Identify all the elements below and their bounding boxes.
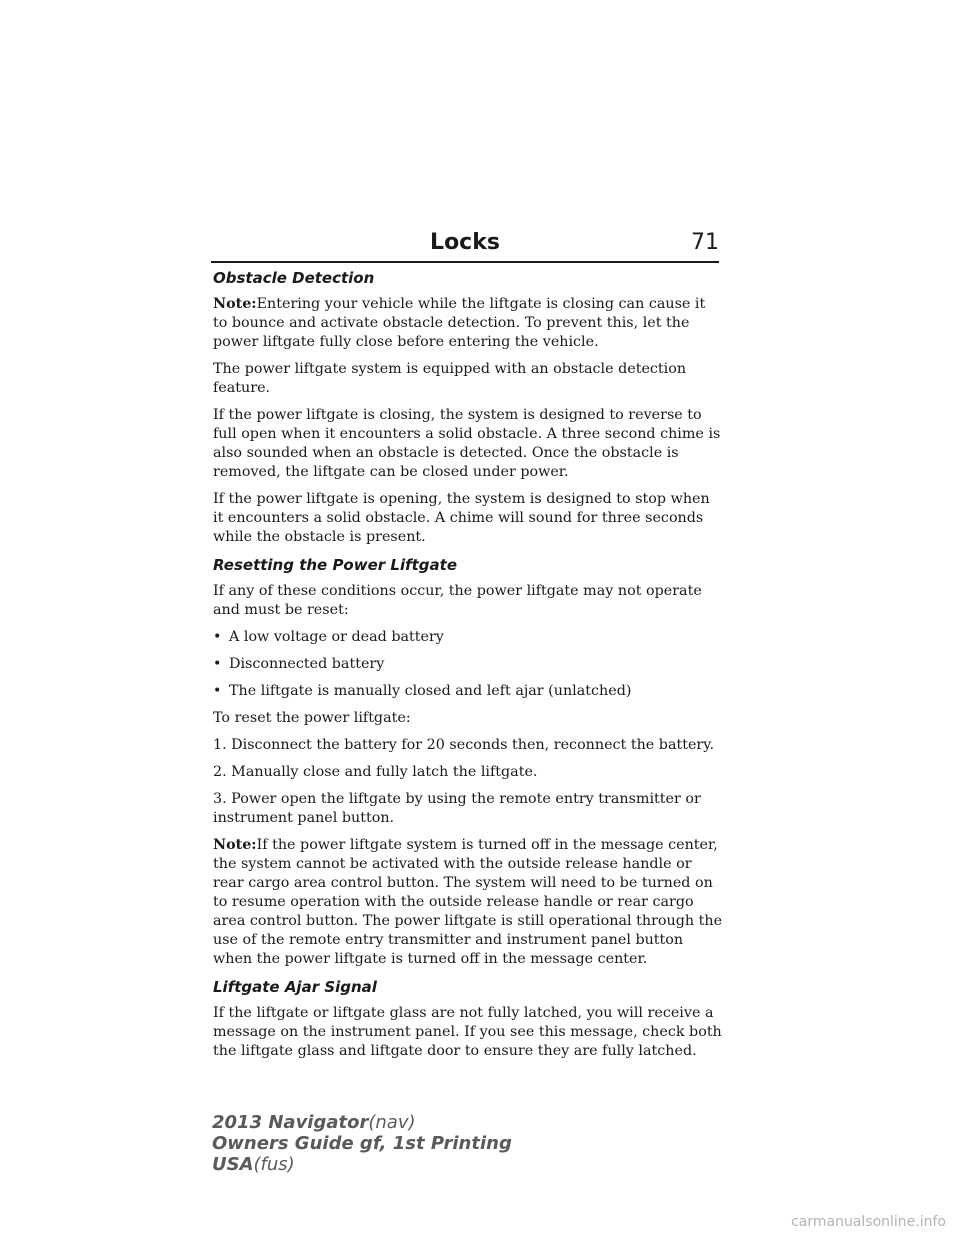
footer-line-1 — [212, 1112, 612, 1133]
resetting-intro: If any of these conditions occur, the power liftgate may not operate and must be reset: — [213, 583, 702, 618]
footer-market-code: (fus) — [253, 1154, 295, 1175]
bullet-item — [213, 655, 723, 674]
reset-step-2: 2. Manually close and fully latch the liftgate. — [213, 764, 538, 780]
obstacle-paragraph-2: If the power liftgate is closing, the system is designed to reverse to full open when it encounters a solid obstacle. A three second chime is also sounded when an obstacle is detected. Once the obstacle is removed, the liftgate can be closed under power. — [213, 407, 721, 480]
bullet-glyph: • — [213, 629, 222, 645]
bullet-text: The liftgate is manually closed and left ajar (unlatched) — [229, 683, 632, 699]
watermark: carmanualsonline.info — [791, 1214, 946, 1230]
heading-liftgate-ajar-signal: Liftgate Ajar Signal — [213, 978, 377, 996]
bullet-glyph: • — [213, 656, 222, 672]
ajar-paragraph: If the liftgate or liftgate glass are not fully latched, you will receive a message on the instrument panel. If you see this message, check both the liftgate glass and liftgate door to ensure they are fully latched. — [213, 1005, 722, 1059]
note-label: Note: — [213, 296, 257, 312]
bullet-text: A low voltage or dead battery — [229, 629, 444, 645]
heading-obstacle-detection: Obstacle Detection — [213, 269, 375, 287]
reset-intro: To reset the power liftgate: — [213, 710, 411, 726]
note-label: Note: — [213, 837, 257, 853]
footer-model: 2013 Navigator — [212, 1112, 369, 1133]
reset-step-1: 1. Disconnect the battery for 20 seconds then, reconnect the battery. — [213, 737, 714, 753]
heading-resetting-liftgate: Resetting the Power Liftgate — [213, 556, 457, 574]
bullet-text: Disconnected battery — [229, 656, 385, 672]
page-number: 71 — [691, 230, 719, 255]
resetting-note — [213, 836, 723, 969]
note-text: If the power liftgate system is turned off in the message center, the system cannot be activated with the outside release handle or rear cargo area control button. The system will need to be turned on to resume operation with the outside release handle or rear cargo area control button. The power liftgate is still operational through the use of the remote entry transmitter and instrument panel button when the power liftgate is turned off in the message center. — [213, 837, 723, 967]
bullet-glyph: • — [213, 683, 222, 699]
obstacle-paragraph-1: The power liftgate system is equipped with an obstacle detection feature. — [213, 361, 687, 396]
header-rule — [211, 261, 719, 263]
reset-step-3: 3. Power open the liftgate by using the remote entry transmitter or instrument panel button. — [213, 791, 701, 826]
footer-line-3 — [212, 1154, 612, 1175]
page-header — [211, 228, 719, 264]
footer-line-2: Owners Guide gf, 1st Printing — [212, 1133, 512, 1154]
footer-model-code: (nav) — [368, 1112, 416, 1133]
page-content — [213, 268, 723, 1069]
obstacle-note — [213, 295, 723, 352]
footer-market: USA — [212, 1154, 254, 1175]
print-footer — [212, 1112, 612, 1175]
section-title: Locks — [430, 230, 500, 255]
bullet-item — [213, 628, 723, 647]
note-text: Entering your vehicle while the liftgate is closing can cause it to bounce and activate obstacle detection. To prevent this, let the power liftgate fully close before entering the vehicle. — [213, 296, 706, 350]
obstacle-paragraph-3: If the power liftgate is opening, the system is designed to stop when it encounters a solid obstacle. A chime will sound for three seconds while the obstacle is present. — [213, 491, 710, 545]
bullet-item — [213, 682, 723, 701]
